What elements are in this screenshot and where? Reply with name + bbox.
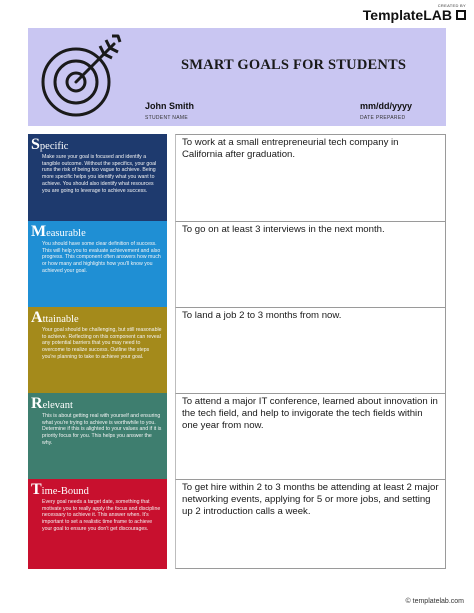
header-banner — [28, 28, 446, 126]
student-name-value[interactable]: John Smith — [145, 101, 194, 111]
category-panel-relevant — [28, 393, 167, 480]
category-title-relevant — [31, 396, 162, 412]
category-description-measurable: You should have some clear definition of success. This will help you to evaluate achievement and also progress. This component often answers how much or how many and highlights how you'll know you achieved your goal. — [42, 241, 161, 274]
smart-row-measurable — [28, 221, 446, 308]
date-prepared-label: DATE PREPARED — [360, 115, 406, 121]
goal-field-measurable[interactable] — [175, 221, 446, 308]
category-panel-specific — [28, 134, 167, 222]
footer-credit[interactable]: © templatelab.com — [405, 598, 464, 605]
category-rest: easurable — [46, 228, 86, 239]
smart-row-specific — [28, 134, 446, 222]
category-description-relevant: This is about getting real with yourself and ensuring what you're trying to achieve is worthwhile to you. Determine if this is alighted to your values and if it is priority focus for you. This helps you answer the why. — [42, 413, 162, 446]
brand-name-text: TemplateLAB — [362, 7, 452, 23]
category-initial: S — [31, 136, 40, 153]
smart-row-time-bound — [28, 479, 446, 569]
category-title-measurable — [31, 224, 162, 240]
category-title-specific — [31, 137, 162, 153]
goal-field-relevant[interactable] — [175, 393, 446, 480]
goal-text-relevant: To attend a major IT conference, learned about innovation in the tech field, and help to invigorate the tech fields within one year from now. — [182, 396, 438, 431]
target-arrow-icon — [34, 32, 126, 124]
category-panel-measurable — [28, 221, 167, 308]
category-description-time-bound: Every goal needs a target date, something that motivate you to really apply the focus and discipline necessary to achieve it. This answer when. It's important to set a realistic time frame to achieve your goal to ensure you don't get discourages. — [42, 499, 161, 532]
category-title-time-bound — [31, 482, 162, 498]
category-rest: ttainable — [42, 314, 79, 325]
date-prepared-value[interactable]: mm/dd/yyyy — [360, 101, 413, 111]
smart-row-relevant — [28, 393, 446, 480]
category-panel-attainable — [28, 307, 167, 394]
category-initial: R — [31, 395, 43, 412]
goal-text-attainable: To land a job 2 to 3 months from now. — [182, 310, 342, 321]
goal-text-measurable: To go on at least 3 interviews in the next month. — [182, 224, 385, 235]
brand-square-icon — [456, 10, 466, 20]
goal-field-specific[interactable] — [175, 134, 446, 222]
category-description-attainable: Your goal should be challenging, but still reasonable to achieve. Reflecting on this component can reveal any potential barriers that you may need to overcome to realize success. Outline the steps you're planning to take to achieve your goal. — [42, 327, 162, 360]
category-rest: pecific — [39, 141, 69, 152]
goal-field-attainable[interactable] — [175, 307, 446, 394]
category-initial: M — [31, 223, 47, 240]
category-title-attainable — [31, 310, 162, 326]
category-rest: elevant — [42, 400, 73, 411]
goal-text-time-bound: To get hire within 2 to 3 months be attending at least 2 major networking events, applying for 5 or more jobs, and setting up 2 introduction calls a week. — [182, 482, 439, 517]
brand-name — [363, 8, 466, 22]
student-name-label: STUDENT NAME — [145, 115, 188, 121]
goal-field-time-bound[interactable] — [175, 479, 446, 569]
brand-logo — [363, 4, 466, 24]
brand-created-by: CREATED BY — [437, 3, 466, 8]
page-title: SMART GOALS FOR STUDENTS — [181, 57, 407, 73]
goal-text-specific: To work at a small entrepreneurial tech company in California after graduation. — [182, 137, 399, 160]
smart-row-attainable — [28, 307, 446, 394]
category-initial: T — [31, 481, 42, 498]
category-panel-time-bound — [28, 479, 167, 569]
category-description-specific: Make sure your goal is focused and identify a tangible outcome. Without the specifics, your goal runs the risk of being too vague to achieve. Being more specific helps you identify what you want to achieve. You should also identify what resources you are going to leverage to achieve success. — [42, 154, 157, 194]
category-initial: A — [31, 309, 43, 326]
category-rest: ime-Bound — [41, 486, 89, 497]
